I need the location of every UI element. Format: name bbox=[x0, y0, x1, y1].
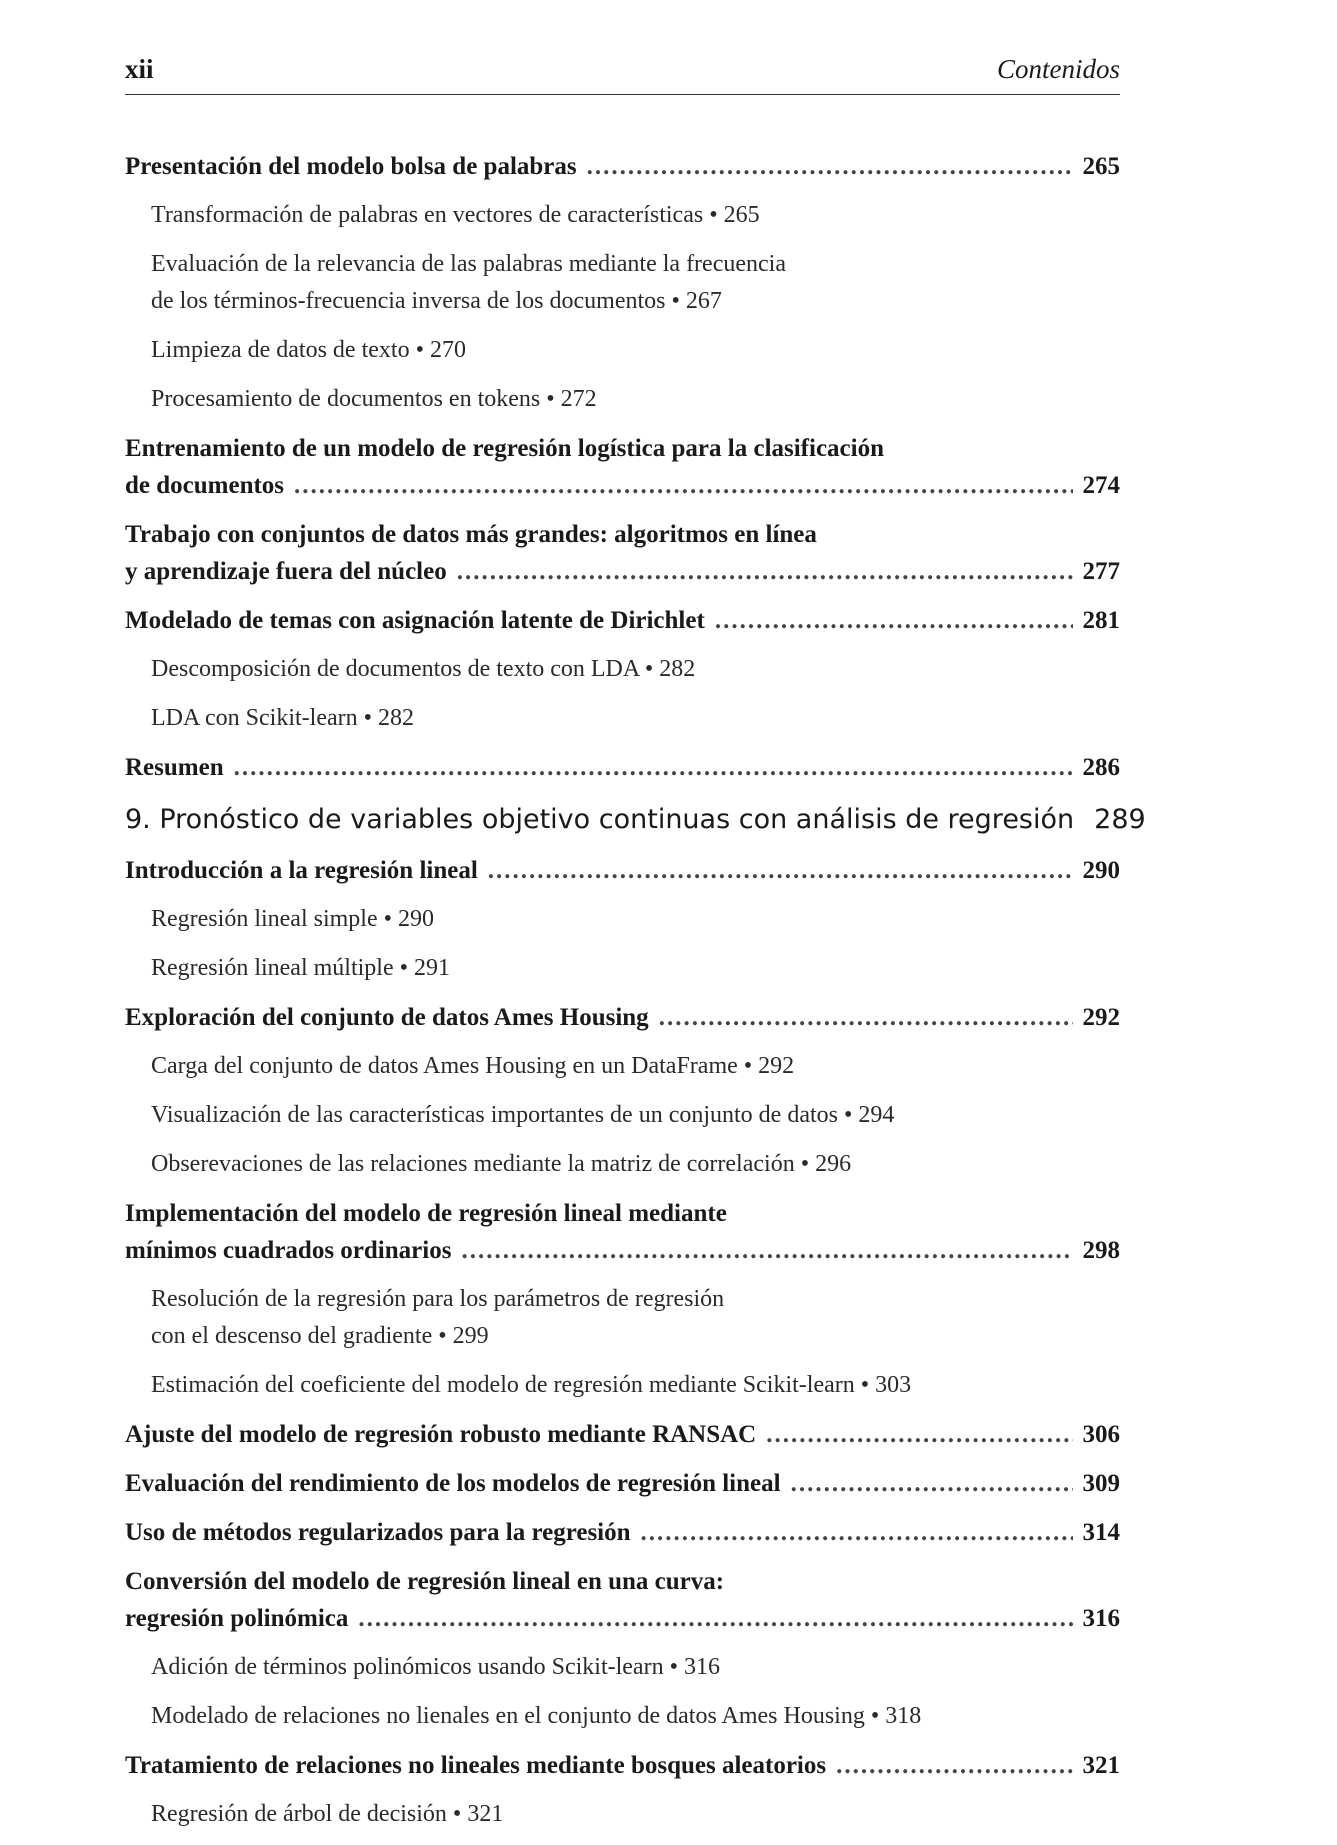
toc-chapter bbox=[125, 800, 1146, 840]
running-head-title: Contenidos bbox=[996, 54, 1120, 84]
toc-subsection bbox=[125, 1146, 1120, 1183]
toc-entry-title: Exploración del conjunto de datos Ames Housing bbox=[125, 1004, 649, 1031]
dot-leader bbox=[358, 1600, 1072, 1637]
toc-page-number: 321 bbox=[1082, 1752, 1120, 1779]
toc-entry-title: Adición de términos polinómicos usando Scikit-learn • 316 bbox=[151, 1654, 720, 1680]
toc-section bbox=[125, 852, 1120, 889]
toc-entry-title: 9. Pronóstico de variables objetivo continuas con análisis de regresión bbox=[125, 804, 1075, 835]
toc-section bbox=[125, 602, 1120, 639]
toc-subsection bbox=[125, 1048, 1120, 1085]
toc-section bbox=[125, 1416, 1120, 1453]
toc-subsection bbox=[125, 700, 1120, 737]
toc-entry-title: Transformación de palabras en vectores de características • 265 bbox=[151, 202, 760, 228]
dot-leader bbox=[457, 553, 1073, 590]
toc-subsection bbox=[125, 197, 1120, 234]
toc-entry-title: Estimación del coeficiente del modelo de regresión mediante Scikit-learn • 303 bbox=[151, 1372, 912, 1398]
toc-subsection bbox=[125, 246, 1120, 320]
toc-page-number: 274 bbox=[1082, 472, 1120, 499]
toc-section bbox=[125, 999, 1120, 1036]
table-of-contents bbox=[125, 148, 1146, 1845]
dot-leader bbox=[836, 1747, 1072, 1784]
toc-section bbox=[125, 1195, 1120, 1269]
toc-entry-title: Resolución de la regresión para los parámetros de regresión bbox=[151, 1286, 725, 1312]
toc-entry-title: LDA con Scikit-learn • 282 bbox=[151, 705, 415, 731]
dot-leader bbox=[234, 749, 1073, 786]
toc-page-number: 286 bbox=[1082, 754, 1120, 781]
toc-entry-title: Tratamiento de relaciones no lineales mediante bosques aleatorios bbox=[125, 1752, 827, 1779]
dot-leader bbox=[587, 148, 1073, 185]
toc-entry-title: Evaluación de la relevancia de las palabras mediante la frecuencia bbox=[151, 251, 786, 277]
toc-entry-title: Visualización de las características importantes de un conjunto de datos • 294 bbox=[151, 1102, 895, 1128]
dot-leader bbox=[461, 1232, 1072, 1269]
toc-entry-title: Implementación del modelo de regresión lineal mediante bbox=[125, 1200, 727, 1227]
toc-entry-title: Entrenamiento de un modelo de regresión logística para la clasificación bbox=[125, 435, 884, 462]
toc-entry-title: Conversión del modelo de regresión lineal en una curva: bbox=[125, 1568, 725, 1595]
toc-subsection bbox=[125, 1796, 1120, 1833]
dot-leader bbox=[659, 999, 1073, 1036]
toc-section bbox=[125, 516, 1120, 590]
toc-section bbox=[125, 1747, 1120, 1784]
toc-entry-title: Presentación del modelo bolsa de palabras bbox=[125, 153, 577, 180]
toc-page-number: 281 bbox=[1082, 607, 1120, 634]
toc-entry-title: Ajuste del modelo de regresión robusto mediante RANSAC bbox=[125, 1421, 757, 1448]
toc-page-number: 292 bbox=[1082, 1004, 1120, 1031]
toc-page-number: 306 bbox=[1082, 1421, 1120, 1448]
toc-entry-title: Descomposición de documentos de texto con LDA • 282 bbox=[151, 656, 696, 682]
toc-section bbox=[125, 148, 1120, 185]
dot-leader bbox=[766, 1416, 1072, 1453]
toc-entry-title: Modelado de temas con asignación latente de Dirichlet bbox=[125, 607, 705, 634]
toc-entry-title-cont: de los términos-frecuencia inversa de los documentos • 267 bbox=[151, 288, 722, 314]
toc-subsection bbox=[125, 950, 1120, 987]
toc-page-number: 290 bbox=[1082, 857, 1120, 884]
toc-section bbox=[125, 430, 1120, 504]
toc-entry-title: Evaluación del rendimiento de los modelos de regresión lineal bbox=[125, 1470, 781, 1497]
toc-entry-title: Introducción a la regresión lineal bbox=[125, 857, 478, 884]
toc-entry-title: Regresión lineal múltiple • 291 bbox=[151, 955, 451, 981]
toc-subsection bbox=[125, 1698, 1120, 1735]
toc-page-number: 277 bbox=[1082, 558, 1120, 585]
toc-entry-title: Trabajo con conjuntos de datos más grandes: algoritmos en línea bbox=[125, 521, 817, 548]
running-head bbox=[125, 50, 1120, 95]
toc-entry-title: Carga del conjunto de datos Ames Housing en un DataFrame • 292 bbox=[151, 1053, 795, 1079]
dot-leader bbox=[294, 467, 1072, 504]
toc-page-number: 316 bbox=[1082, 1605, 1120, 1632]
toc-subsection bbox=[125, 901, 1120, 938]
page bbox=[125, 0, 1146, 1827]
toc-entry-title-cont: regresión polinómica bbox=[125, 1605, 349, 1632]
toc-entry-title: Obserevaciones de las relaciones mediante la matriz de correlación • 296 bbox=[151, 1151, 852, 1177]
dot-leader bbox=[791, 1465, 1073, 1502]
toc-section bbox=[125, 749, 1120, 786]
toc-entry-title-cont: mínimos cuadrados ordinarios bbox=[125, 1237, 452, 1264]
toc-page-number: 314 bbox=[1082, 1519, 1120, 1546]
toc-subsection bbox=[125, 332, 1120, 369]
toc-section bbox=[125, 1514, 1120, 1551]
toc-subsection bbox=[125, 1097, 1120, 1134]
toc-entry-title: Regresión de árbol de decisión • 321 bbox=[151, 1801, 504, 1827]
toc-subsection bbox=[125, 651, 1120, 688]
toc-subsection bbox=[125, 1367, 1120, 1404]
toc-page-number: 309 bbox=[1082, 1470, 1120, 1497]
toc-entry-title: Regresión lineal simple • 290 bbox=[151, 906, 435, 932]
toc-subsection bbox=[125, 1281, 1120, 1355]
toc-entry-title: Limpieza de datos de texto • 270 bbox=[151, 337, 466, 363]
toc-entry-title: Modelado de relaciones no lienales en el conjunto de datos Ames Housing • 318 bbox=[151, 1703, 922, 1729]
dot-leader bbox=[641, 1514, 1073, 1551]
page-number: xii bbox=[125, 54, 154, 84]
dot-leader bbox=[488, 852, 1073, 889]
toc-section bbox=[125, 1465, 1120, 1502]
toc-entry-title-cont: de documentos bbox=[125, 472, 285, 499]
toc-entry-title-cont: y aprendizaje fuera del núcleo bbox=[125, 558, 447, 585]
toc-subsection bbox=[125, 1649, 1120, 1686]
toc-entry-title: Uso de métodos regularizados para la regresión bbox=[125, 1519, 631, 1546]
toc-page-number: 265 bbox=[1082, 153, 1120, 180]
toc-entry-title: Procesamiento de documentos en tokens • 272 bbox=[151, 386, 597, 412]
toc-entry-title-cont: con el descenso del gradiente • 299 bbox=[151, 1323, 489, 1349]
toc-entry-title: Resumen bbox=[125, 754, 224, 781]
toc-page-number: 289 bbox=[1094, 804, 1146, 835]
dot-leader bbox=[715, 602, 1073, 639]
toc-page-number: 298 bbox=[1082, 1237, 1120, 1264]
toc-section bbox=[125, 1563, 1120, 1637]
toc-subsection bbox=[125, 381, 1120, 418]
